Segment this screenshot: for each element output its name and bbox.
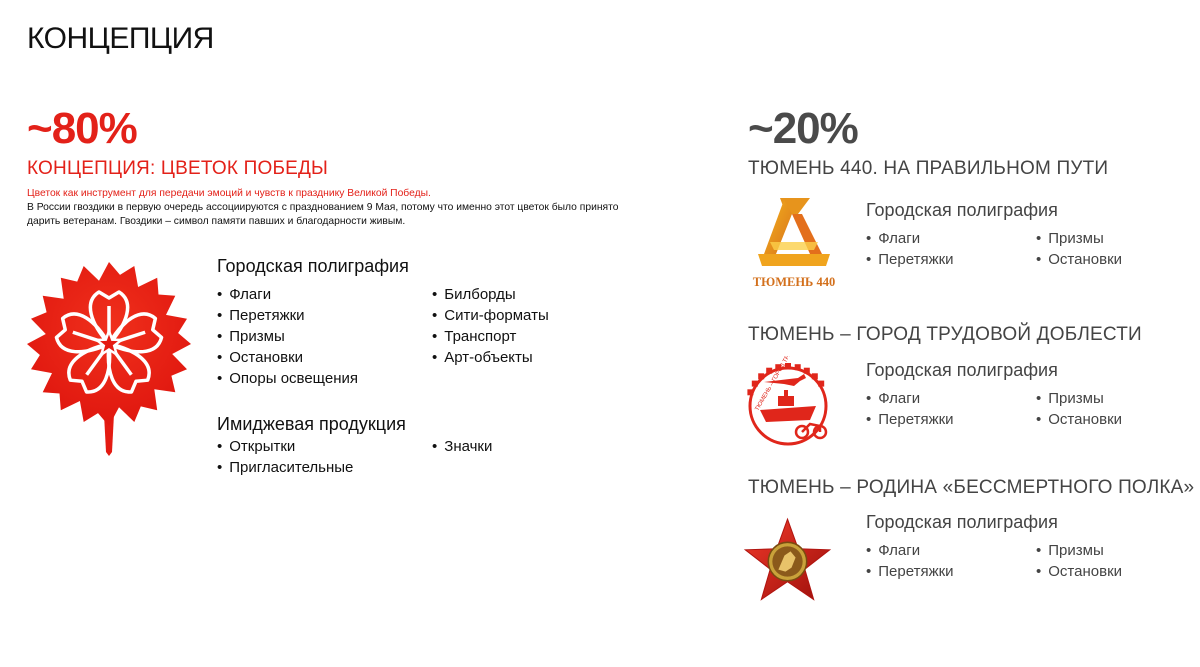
description-red: Цветок как инструмент для передачи эмоций и чувств к празднику Великой Победы. <box>27 188 431 199</box>
left-group-1-col-2 <box>432 284 549 368</box>
list-item: • Флаги <box>866 228 954 249</box>
section-3-subtitle: Городская полиграфия <box>866 512 1058 532</box>
list-item: • Пригласительные <box>217 457 353 478</box>
list-item: • Открытки <box>217 436 353 457</box>
list-item: • Призмы <box>1036 388 1122 409</box>
list-item: • Опоры освещения <box>217 368 358 389</box>
list-item: • Призмы <box>1036 540 1122 561</box>
labor-valor-emblem-icon <box>740 356 840 456</box>
list-item: • Призмы <box>217 326 358 347</box>
tyumen-440-logo-text: ТЮМЕНЬ 440 <box>752 275 836 289</box>
list-item: • Билборды <box>432 284 549 305</box>
left-heading: КОНЦЕПЦИЯ: ЦВЕТОК ПОБЕДЫ <box>27 158 329 179</box>
list-item: • Транспорт <box>432 326 549 347</box>
section-3-col-2 <box>1036 540 1122 582</box>
section-2-col-2 <box>1036 388 1122 430</box>
list-item: • Арт-объекты <box>432 347 549 368</box>
left-group-1-col-1 <box>217 284 358 389</box>
list-item: • Остановки <box>217 347 358 368</box>
left-percent: ~80% <box>27 104 137 153</box>
section-title-1: ТЮМЕНЬ 440. НА ПРАВИЛЬНОМ ПУТИ <box>748 158 1109 179</box>
section-title-2: ТЮМЕНЬ – ГОРОД ТРУДОВОЙ ДОБЛЕСТИ <box>748 324 1142 345</box>
list-item: • Значки <box>432 436 492 457</box>
left-group-2-col-2 <box>432 436 492 457</box>
carnation-flower-icon <box>24 252 194 457</box>
section-3-col-1 <box>866 540 954 582</box>
list-item: • Флаги <box>217 284 358 305</box>
list-item: • Остановки <box>1036 561 1122 582</box>
section-1-subtitle: Городская полиграфия <box>866 200 1058 220</box>
left-group-title-2: Имиджевая продукция <box>217 414 406 434</box>
tyumen-440-logo-icon <box>740 192 848 292</box>
immortal-regiment-star-icon <box>740 512 835 607</box>
section-2-subtitle: Городская полиграфия <box>866 360 1058 380</box>
section-1-col-1 <box>866 228 954 270</box>
list-item: • Перетяжки <box>866 249 954 270</box>
list-item: • Флаги <box>866 540 954 561</box>
list-item: • Сити-форматы <box>432 305 549 326</box>
list-item: • Призмы <box>1036 228 1122 249</box>
labor-valor-emblem-text: ТЮМЕНЬ – ГОРОД <box>754 362 787 413</box>
right-percent: ~20% <box>748 104 858 153</box>
list-item: • Флаги <box>866 388 954 409</box>
section-2-col-1 <box>866 388 954 430</box>
left-group-2-col-1 <box>217 436 353 478</box>
section-1-col-2 <box>1036 228 1122 270</box>
left-group-title-1: Городская полиграфия <box>217 256 409 276</box>
list-item: • Перетяжки <box>866 561 954 582</box>
section-title-3: ТЮМЕНЬ – РОДИНА «БЕССМЕРТНОГО ПОЛКА» <box>748 477 1195 498</box>
page-title: КОНЦЕПЦИЯ <box>27 22 214 55</box>
left-description <box>27 187 647 229</box>
description-black: В России гвоздики в первую очередь ассоциируются с празднованием 9 Мая, потому что именно этот цветок было принято дарить ветеранам. Гвоздики – символ памяти павших и благодарности живым. <box>27 202 619 227</box>
list-item: • Остановки <box>1036 409 1122 430</box>
list-item: • Перетяжки <box>866 409 954 430</box>
list-item: • Остановки <box>1036 249 1122 270</box>
list-item: • Перетяжки <box>217 305 358 326</box>
